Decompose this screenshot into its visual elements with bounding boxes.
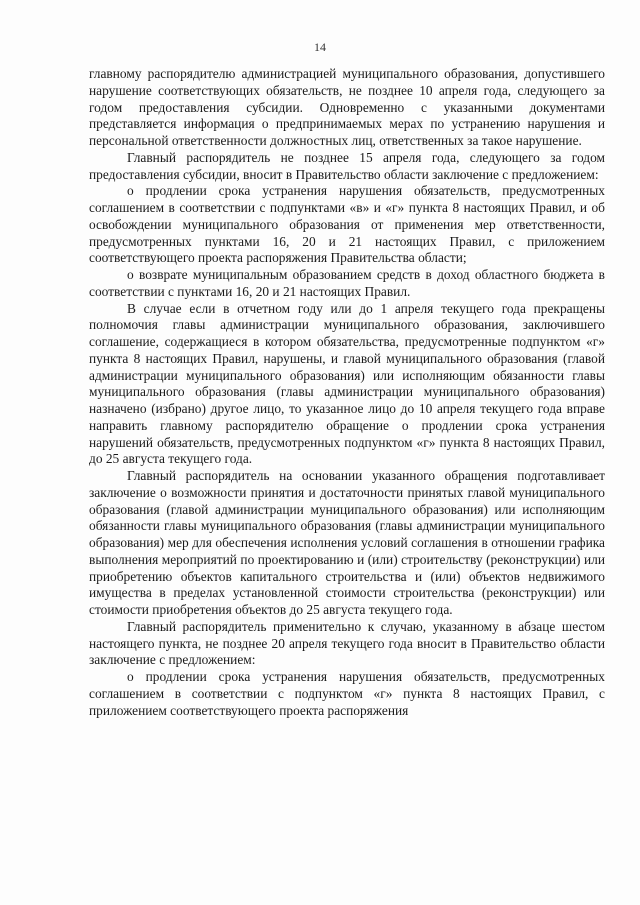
- paragraph-proposal-extension: о продлении срока устранения нарушения обязательств, предусмотренных соглашением в соответствии с подпунктами «в» и «г» пункта 8 настоящих Правил, и об освобождении муниципального образования от применения мер ответственности, предусмотренных пунктами 16, 20 и 21 настоящих Правил, с приложением соответствующего проекта распоряжения Правительства области;: [89, 183, 605, 266]
- paragraph-proposal-extension-2: о продлении срока устранения нарушения обязательств, предусмотренных соглашением в соответствии с подпунктом «г» пункта 8 настоящих Правил, с приложением соответствующего проекта распоряжения: [89, 669, 605, 718]
- page-number: 14: [314, 40, 326, 54]
- paragraph-sixth-case: Главный распорядитель применительно к случаю, указанному в абзаце шестом настоящего пункта, не позднее 20 апреля текущего года вносит в Правительство области заключение с предложением:: [89, 618, 605, 668]
- paragraph-main-distributor-proposal: Главный распорядитель не позднее 15 апреля года, следующего за годом предоставления субсидии, вносит в Правительство области заключение с предложением:: [89, 149, 605, 182]
- paragraph-continuation: главному распорядителю администрацией муниципального образования, допустившего нарушение соответствующих обязательств, не позднее 10 апреля года, следующего за годом предоставления субсидии. Одновременно с указанными документами представляется информация о предпринимаемых мерах по устранению нарушения и персональной ответственности должностных лиц, ответственных за такое нарушение.: [89, 66, 605, 148]
- paragraph-conclusion-preparation: Главный распорядитель на основании указанного обращения подготавливает заключение о возможности принятия и достаточности принятых главой муниципального образования (главой администрации муниципального образования) или исполняющим обязанности главы муниципального образования (главы администрации муниципального образования) мер для обеспечения исполнения условий соглашения в отношении графика выполнения мероприятий по проектированию и (или) строительству (реконструкции) или приобретению объектов капитального строительства и (или) объектов недвижимого имущества в пределах установленной стоимости строительства (реконструкции) или стоимости приобретения объектов до 25 августа текущего года.: [89, 468, 605, 617]
- paragraph-proposal-refund: о возврате муниципальным образованием средств в доход областного бюджета в соответствии с пунктами 16, 20 и 21 настоящих Правил.: [89, 267, 605, 299]
- paragraph-head-change: В случае если в отчетном году или до 1 апреля текущего года прекращены полномочия главы администрации муниципального образования, заключившего соглашение, содержащиеся в котором обязательства, предусмотренные подпунктом «г» пункта 8 настоящих Правил, нарушены, и главой муниципального образования (главой администрации муниципального образования) или исполняющим обязанности главы муниципального образования (главы администрации муниципального образования) назначено (избрано) другое лицо, то указанное лицо до 10 апреля текущего года вправе направить главному распорядителю обращение о продлении срока устранения нарушений обязательств, предусмотренных подпунктом «г» пункта 8 настоящих Правил, до 25 августа текущего года.: [89, 300, 605, 467]
- document-body: [89, 66, 605, 719]
